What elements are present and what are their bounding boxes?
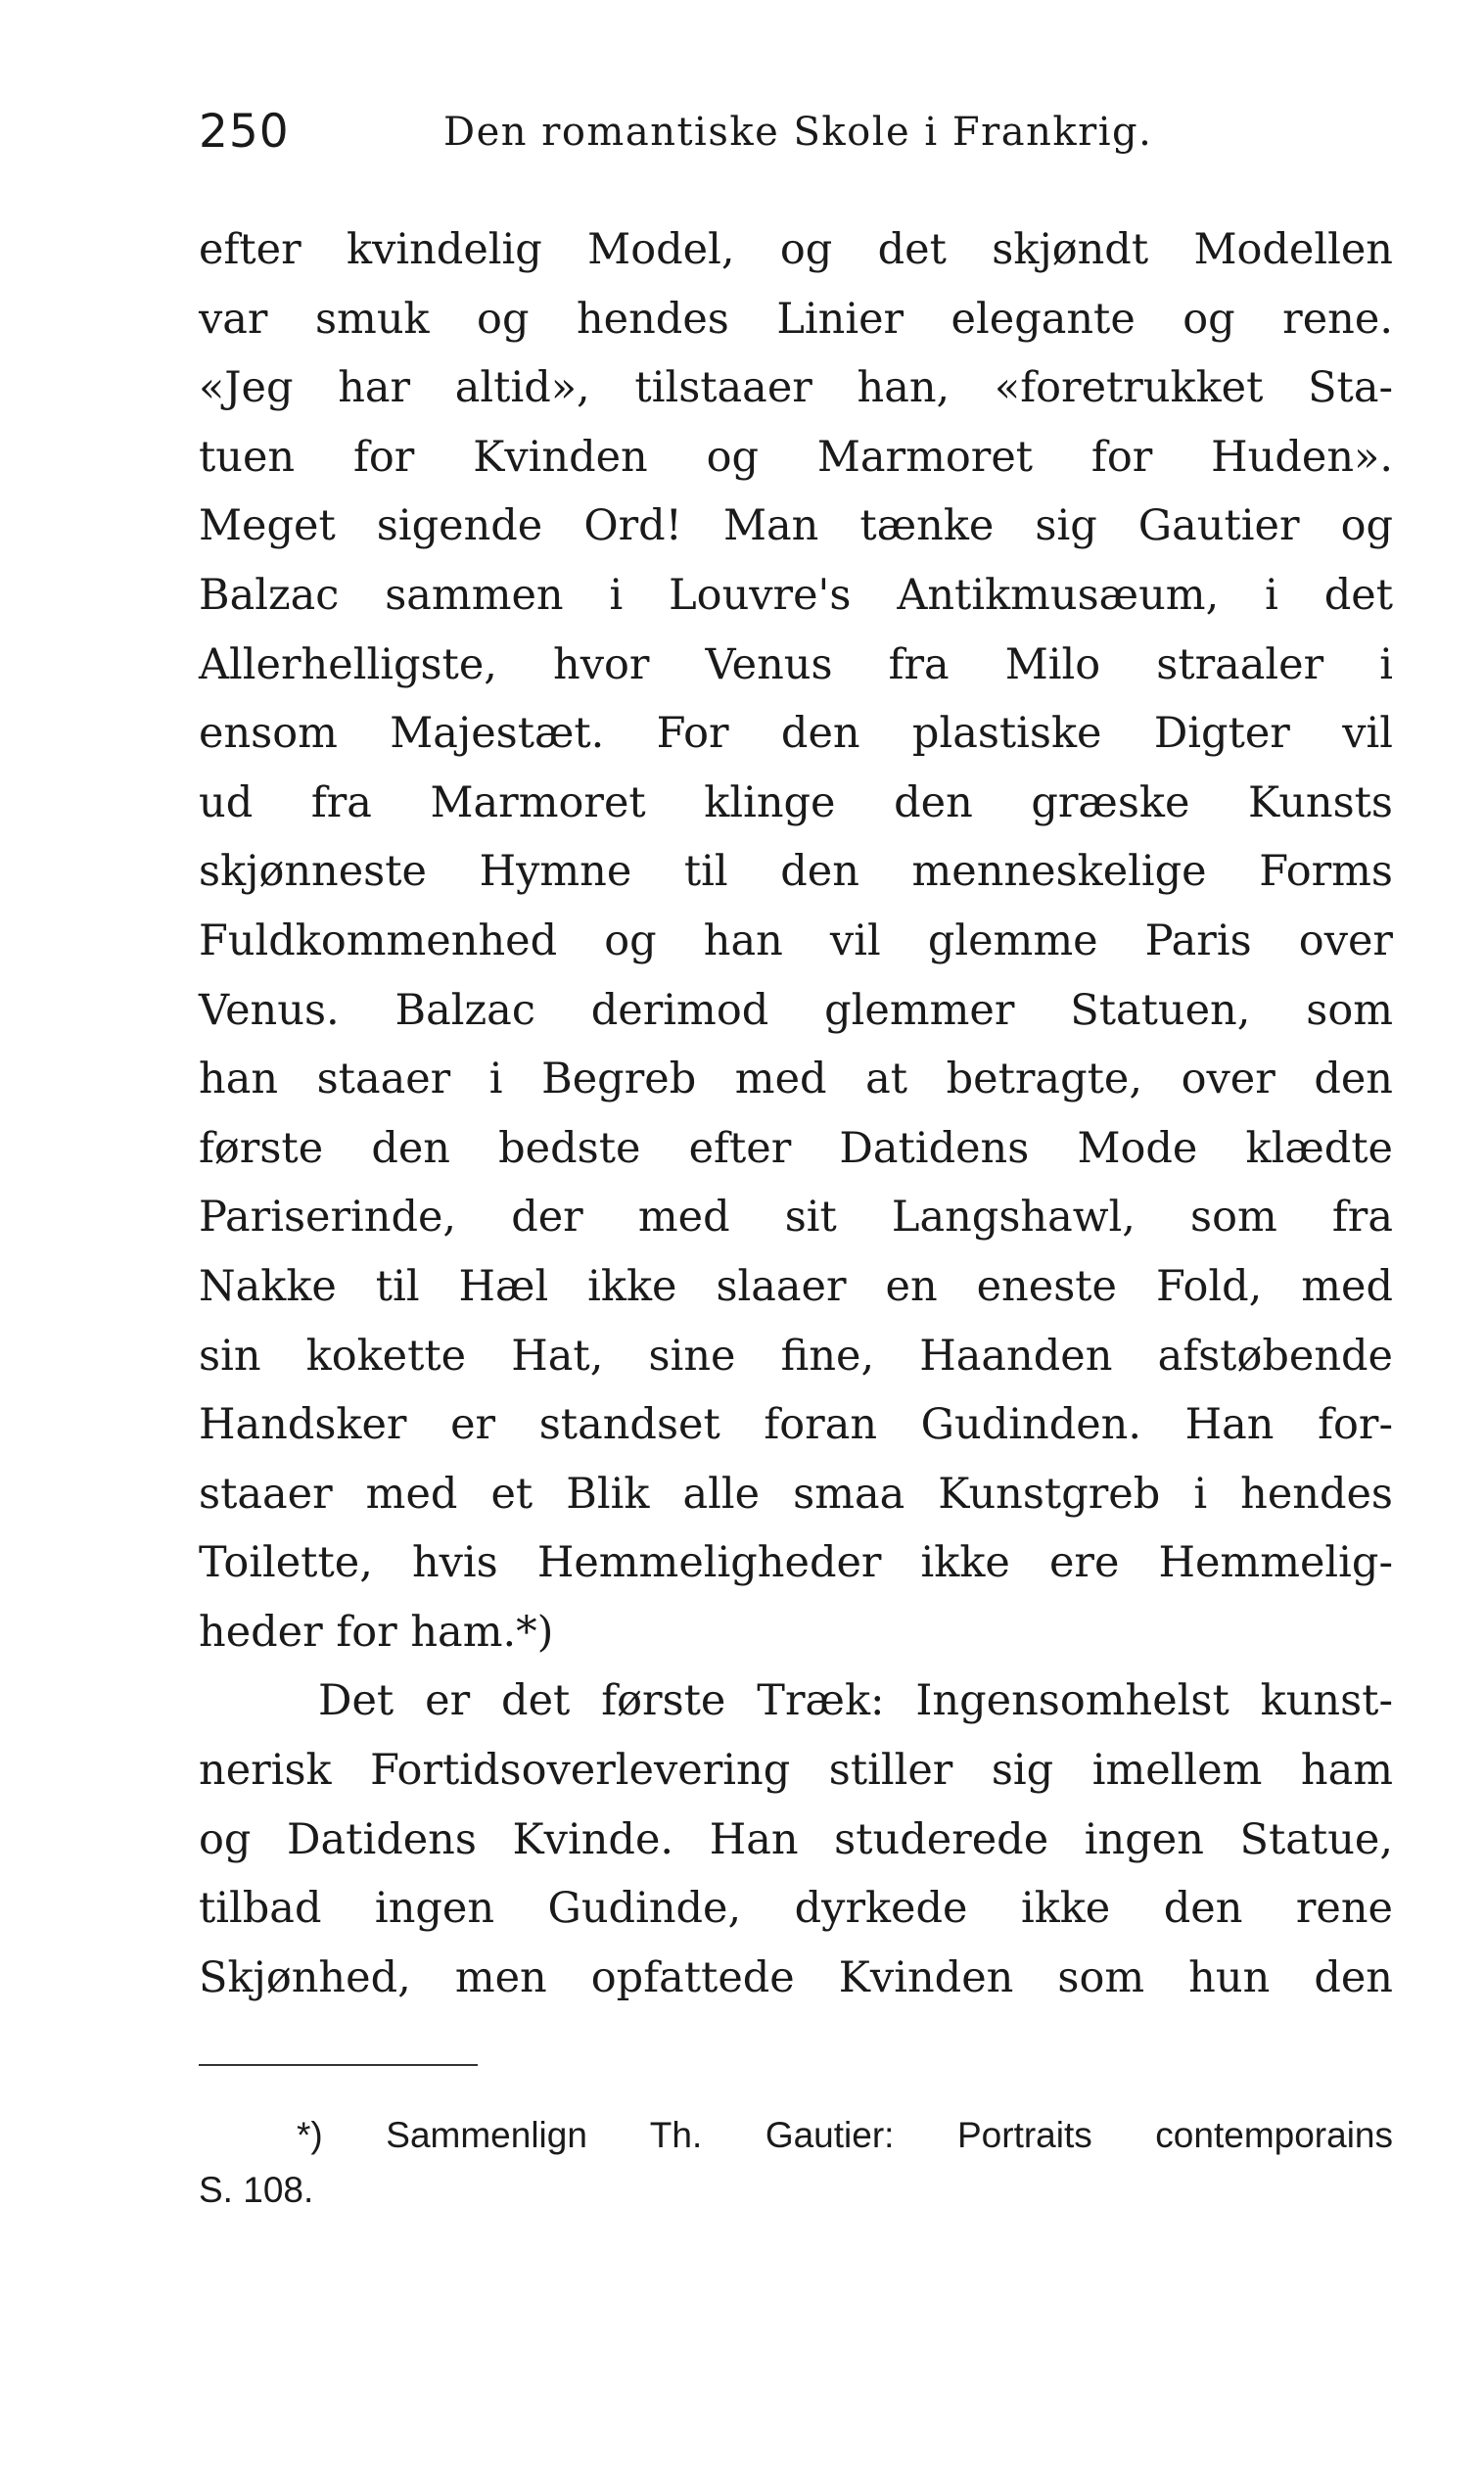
text-line: efter kvindelig Model, og det skjøndt Modellen	[199, 225, 1393, 274]
page-number: 250	[199, 105, 290, 159]
page-header	[199, 98, 1393, 166]
text-line: tilbad ingen Gudinde, dyrkede ikke den rene	[199, 1884, 1393, 1934]
text-line: Balzac sammen i Louvre's Antikmusæum, i det	[199, 570, 1393, 620]
text-line: Venus. Balzac derimod glemmer Statuen, som	[199, 985, 1393, 1035]
footnote-line: *) Sammenlign Th. Gautier: Portraits contemporains	[297, 2115, 1393, 2155]
footnote	[199, 2108, 1393, 2218]
text-line: og Datidens Kvinde. Han studerede ingen Statue,	[199, 1814, 1393, 1864]
text-line: Pariserinde, der med sit Langshawl, som fra	[199, 1193, 1393, 1243]
text-line: Skjønhed, men opfattede Kvinden som hun den	[199, 1952, 1393, 2002]
body-text	[199, 215, 1393, 2012]
running-title: Den romantiske Skole i Frankrig.	[443, 110, 1153, 155]
footnote-line: S. 108.	[199, 2170, 314, 2210]
paragraph-start-line: Det er det første Træk: Ingensomhelst kunst-	[318, 1676, 1393, 1726]
text-line: han staaer i Begreb med at betragte, over den	[199, 1055, 1393, 1104]
text-line: nerisk Fortidsoverlevering stiller sig imellem ham	[199, 1746, 1393, 1796]
text-line: ensom Majestæt. For den plastiske Digter vil	[199, 709, 1393, 759]
text-line: Allerhelligste, hvor Venus fra Milo straaler i	[199, 639, 1393, 689]
text-line: tuen for Kvinden og Marmoret for Huden».	[199, 432, 1393, 482]
text-line: Nakke til Hæl ikke slaaer en eneste Fold, med	[199, 1261, 1393, 1311]
text-line: skjønneste Hymne til den menneskelige Forms	[199, 847, 1393, 897]
text-line: Toilette, hvis Hemmeligheder ikke ere Hemmelig-	[199, 1538, 1393, 1588]
text-line: Fuldkommenhed og han vil glemme Paris over	[199, 915, 1393, 965]
text-line: Handsker er standset foran Gudinden. Han for-	[199, 1400, 1393, 1450]
footnote-divider	[199, 2064, 478, 2066]
text-line: første den bedste efter Datidens Mode klædte	[199, 1123, 1393, 1173]
text-line: ud fra Marmoret klinge den græske Kunsts	[199, 777, 1393, 827]
text-line: Meget sigende Ord! Man tænke sig Gautier og	[199, 501, 1393, 551]
text-line: var smuk og hendes Linier elegante og rene.	[199, 294, 1393, 344]
paragraph-end-line: heder for ham.*)	[199, 1607, 554, 1657]
text-line: sin kokette Hat, sine fine, Haanden afstøbende	[199, 1331, 1393, 1381]
text-line: staaer med et Blik alle smaa Kunstgreb i hendes	[199, 1469, 1393, 1519]
text-line: «Jeg har altid», tilstaaer han, «foretrukket Sta-	[199, 363, 1393, 413]
